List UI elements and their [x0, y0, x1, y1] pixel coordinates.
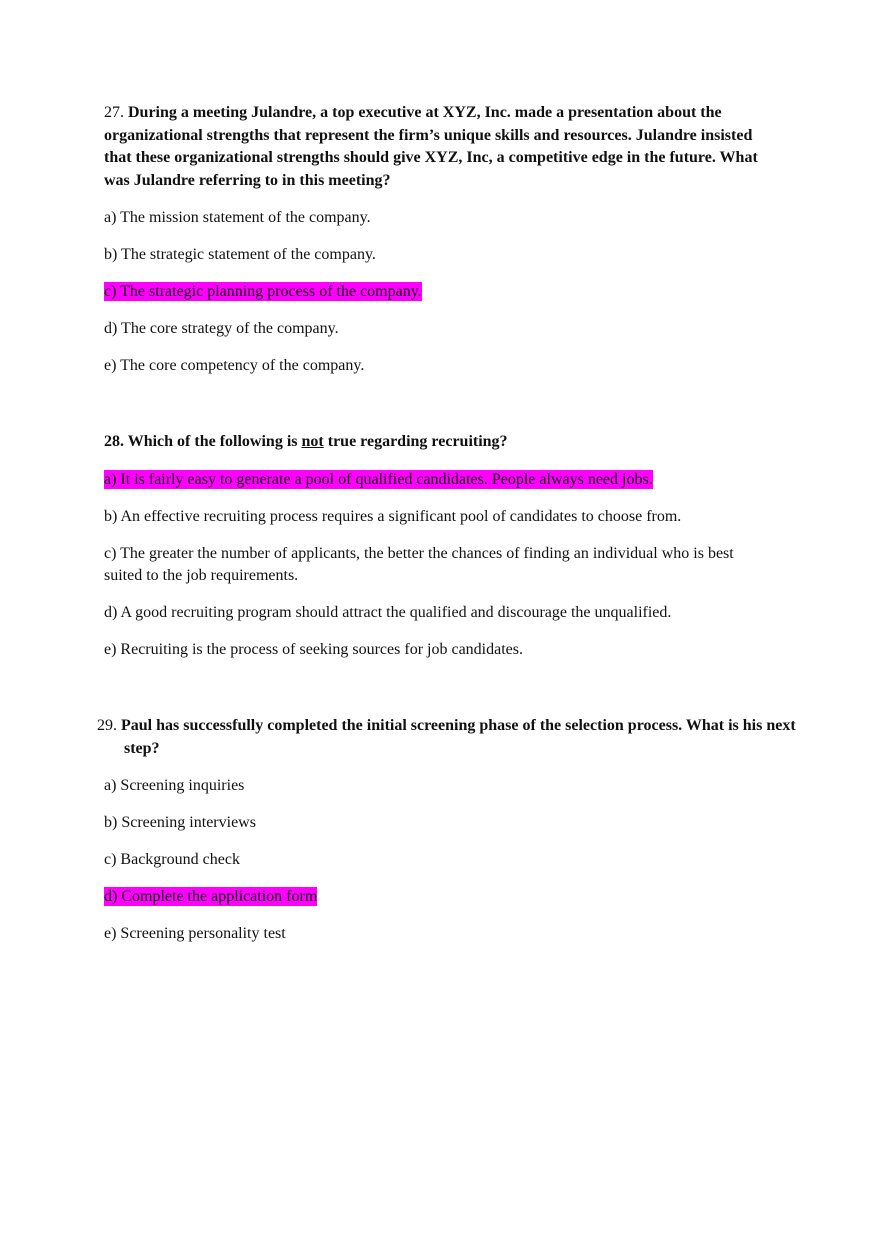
option-29-d-highlighted: d) Complete the application form: [104, 888, 318, 905]
option-27-b: b) The strategic statement of the company.: [104, 246, 376, 263]
option-27-c-highlighted: c) The strategic planning process of the company.: [104, 283, 422, 300]
option-28-b: b) An effective recruiting process requires a significant pool of candidates to choose from.: [104, 507, 682, 525]
question-28-options: [104, 469, 774, 661]
option-27-a: a) The mission statement of the company.: [104, 209, 371, 226]
question-29: [97, 715, 796, 945]
option-29-e: e) Screening personality test: [104, 925, 286, 942]
option-28-a-highlighted: a) It is fairly easy to generate a pool of qualified candidates. People always need jobs.: [104, 470, 653, 488]
option-28-d: d) A good recruiting program should attract the qualified and discourage the unqualified.: [104, 603, 672, 621]
question-27-number: 27: [104, 104, 120, 121]
question-29-number: 29.: [97, 717, 117, 734]
option-27-d: d) The core strategy of the company.: [104, 320, 339, 337]
question-29-options: [104, 775, 774, 945]
option-29-b: b) Screening interviews: [104, 814, 256, 831]
question-28: [104, 431, 774, 661]
question-28-text: [104, 431, 774, 454]
question-28-stem-before: 28. Which of the following is: [104, 433, 302, 450]
option-28-e: e) Recruiting is the process of seeking sources for job candidates.: [104, 640, 523, 658]
option-29-c: c) Background check: [104, 851, 240, 868]
option-27-e: e) The core competency of the company.: [104, 357, 365, 374]
question-28-stem-underlined: not: [301, 433, 324, 450]
question-27: [104, 102, 774, 377]
question-27-stem: During a meeting Julandre, a top executive at XYZ, Inc. made a presentation about the organizational strengths that represent the firm’s unique skills and resources. Julandre insisted that these organizational strengths should give XYZ, Inc, a competitive edge in the future. What was Julandre referring to in this meeting?: [104, 104, 758, 189]
question-27-number-suffix: .: [120, 104, 128, 121]
question-27-options: [104, 207, 774, 377]
question-29-text: [97, 715, 804, 760]
option-28-c: c) The greater the number of applicants, the better the chances of finding an individual who is best suited to the job requirements.: [104, 544, 734, 584]
option-29-a: a) Screening inquiries: [104, 777, 245, 794]
question-29-stem: Paul has successfully completed the initial screening phase of the selection process. What is his next step?: [121, 717, 796, 757]
question-28-stem-after: true regarding recruiting?: [323, 433, 508, 450]
question-27-text: [104, 102, 774, 192]
